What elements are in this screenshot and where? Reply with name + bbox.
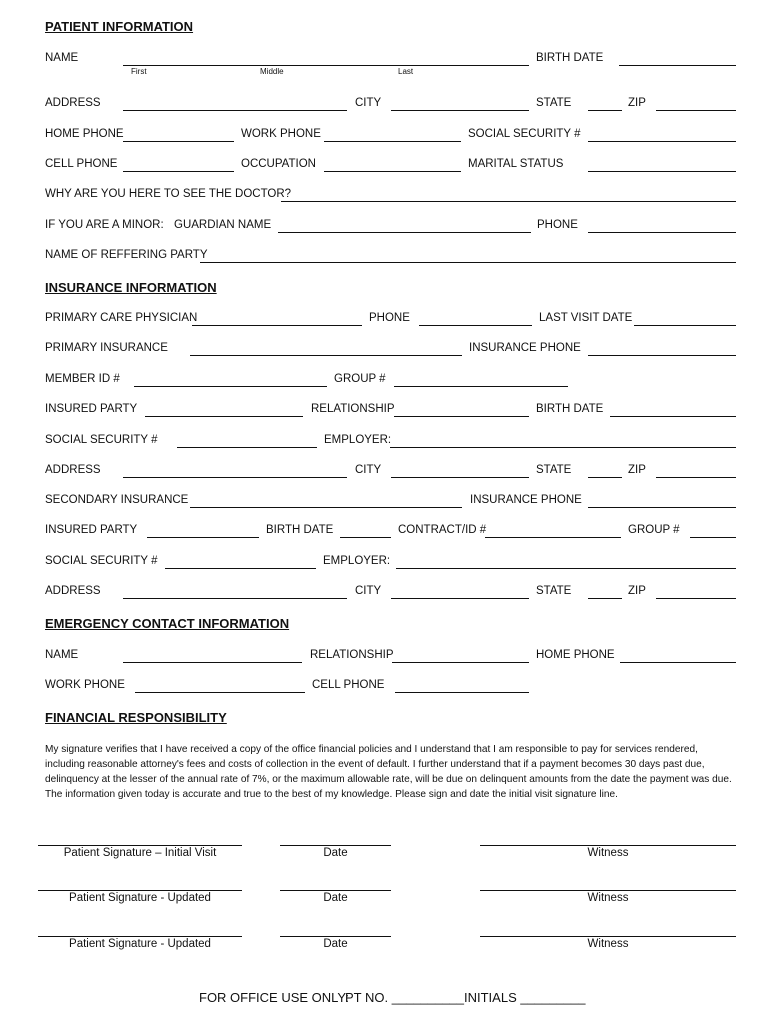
state-label: STATE <box>536 97 572 109</box>
sig-initial-date-line[interactable] <box>280 845 391 846</box>
patient-info-heading: PATIENT INFORMATION <box>45 19 194 34</box>
zip-label: ZIP <box>628 97 646 109</box>
sec-address-label: ADDRESS <box>45 585 101 597</box>
sig-updated-2-date-line[interactable] <box>280 936 391 937</box>
sig-updated-1-witness-label: Witness <box>587 892 629 904</box>
pcp-phone-field[interactable] <box>419 325 532 326</box>
ec-home-phone-field[interactable] <box>620 662 736 663</box>
ec-work-phone-field[interactable] <box>135 692 305 693</box>
middle-hint: Middle <box>260 67 284 76</box>
name-field[interactable] <box>123 65 529 66</box>
last-hint: Last <box>398 67 414 76</box>
guardian-name-field[interactable] <box>278 232 531 233</box>
ec-relationship-label: RELATIONSHIP <box>310 649 394 661</box>
ec-name-field[interactable] <box>123 662 302 663</box>
insured-birth-date-label: BIRTH DATE <box>536 403 604 415</box>
sig-updated-2-witness-label: Witness <box>587 938 629 950</box>
sec-ssn-field[interactable] <box>165 568 316 569</box>
sec-state-field[interactable] <box>588 598 622 599</box>
marital-status-field[interactable] <box>588 171 736 172</box>
sig-updated-2-label: Patient Signature - Updated <box>69 938 211 950</box>
secondary-insurance-label: SECONDARY INSURANCE <box>45 494 189 506</box>
group-label: GROUP # <box>334 373 386 385</box>
pcp-field[interactable] <box>192 325 362 326</box>
initials-field[interactable]: INITIALS _________ <box>464 990 586 1005</box>
group-field[interactable] <box>394 386 568 387</box>
sig-initial-label: Patient Signature – Initial Visit <box>63 847 217 859</box>
referring-party-label: NAME OF REFFERING PARTY <box>45 249 208 261</box>
sig-updated-1-line[interactable] <box>38 890 242 891</box>
home-phone-label: HOME PHONE <box>45 128 124 140</box>
sec-employer-field[interactable] <box>396 568 736 569</box>
work-phone-label: WORK PHONE <box>241 128 321 140</box>
primary-ins-phone-label: INSURANCE PHONE <box>469 342 581 354</box>
insured-ssn-field[interactable] <box>177 447 317 448</box>
member-id-label: MEMBER ID # <box>45 373 120 385</box>
financial-heading: FINANCIAL RESPONSIBILITY <box>45 710 227 725</box>
sig-initial-witness-line[interactable] <box>480 845 736 846</box>
ssn-label: SOCIAL SECURITY # <box>468 128 581 140</box>
sig-updated-2-witness-line[interactable] <box>480 936 736 937</box>
ssn-field[interactable] <box>588 141 736 142</box>
sig-initial-date-label: Date <box>323 847 348 859</box>
insured-party-field[interactable] <box>145 416 303 417</box>
guardian-name-label: GUARDIAN NAME <box>174 219 272 231</box>
cell-phone-label: CELL PHONE <box>45 158 118 170</box>
insured-party-label: INSURED PARTY <box>45 403 138 415</box>
marital-status-label: MARITAL STATUS <box>468 158 564 170</box>
sec-city-field[interactable] <box>391 598 529 599</box>
sec-zip-label: ZIP <box>628 585 646 597</box>
sec-address-field[interactable] <box>123 598 347 599</box>
work-phone-field[interactable] <box>324 141 461 142</box>
sec-group-field[interactable] <box>690 537 736 538</box>
sec-zip-field[interactable] <box>656 598 736 599</box>
sig-updated-1-label: Patient Signature - Updated <box>69 892 211 904</box>
first-hint: First <box>131 67 147 76</box>
pt-no-field[interactable]: PT NO. __________ <box>345 990 465 1005</box>
sec-insured-party-label: INSURED PARTY <box>45 524 138 536</box>
ins-state-label: STATE <box>536 464 572 476</box>
occupation-field[interactable] <box>324 171 461 172</box>
sig-updated-1-date-line[interactable] <box>280 890 391 891</box>
sig-updated-1-date-label: Date <box>323 892 348 904</box>
contract-id-label: CONTRACT/ID # <box>398 524 487 536</box>
ec-relationship-field[interactable] <box>392 662 529 663</box>
sec-insured-party-field[interactable] <box>147 537 259 538</box>
pcp-phone-label: PHONE <box>369 312 410 324</box>
secondary-ins-phone-field[interactable] <box>588 507 736 508</box>
last-visit-field[interactable] <box>634 325 736 326</box>
pcp-label: PRIMARY CARE PHYSICIAN <box>45 312 198 324</box>
ins-zip-label: ZIP <box>628 464 646 476</box>
office-use-label: FOR OFFICE USE ONLY: <box>199 990 350 1005</box>
ec-cell-phone-label: CELL PHONE <box>312 679 385 691</box>
sig-updated-1-witness-line[interactable] <box>480 890 736 891</box>
ec-home-phone-label: HOME PHONE <box>536 649 615 661</box>
city-label: CITY <box>355 97 382 109</box>
contract-id-field[interactable] <box>485 537 621 538</box>
address-label: ADDRESS <box>45 97 101 109</box>
secondary-insurance-field[interactable] <box>190 507 462 508</box>
birth-date-field[interactable] <box>619 65 736 66</box>
ins-state-field[interactable] <box>588 477 622 478</box>
ins-address-field[interactable] <box>123 477 347 478</box>
name-label: NAME <box>45 52 79 64</box>
cell-phone-field[interactable] <box>123 171 234 172</box>
ins-zip-field[interactable] <box>656 477 736 478</box>
ins-address-label: ADDRESS <box>45 464 101 476</box>
last-visit-label: LAST VISIT DATE <box>539 312 633 324</box>
state-field[interactable] <box>588 110 622 111</box>
sig-initial-witness-label: Witness <box>587 847 629 859</box>
insurance-info-heading: INSURANCE INFORMATION <box>45 280 217 295</box>
ec-name-label: NAME <box>45 649 79 661</box>
occupation-label: OCCUPATION <box>241 158 316 170</box>
relationship-field[interactable] <box>394 416 529 417</box>
sec-birth-date-label: BIRTH DATE <box>266 524 334 536</box>
relationship-label: RELATIONSHIP <box>311 403 395 415</box>
primary-insurance-label: PRIMARY INSURANCE <box>45 342 168 354</box>
ins-city-label: CITY <box>355 464 382 476</box>
financial-statement: My signature verifies that I have received a copy of the office financial policies and I understand that I am responsible to pay for services rendered, including reasonable attorney's fees and costs of collection in the event of default. I further understand that if a payment becomes 30 days past due, delinquency at the lesser of the annual rate of 7%, or the maximum allowable rate, will be due on delinquent amounts from the date the payment was due. The information given today is accurate and true to the best of my knowledge. Please sign and date the initial visit signature line. <box>45 744 732 800</box>
address-field[interactable] <box>123 110 347 111</box>
sec-birth-date-field[interactable] <box>340 537 391 538</box>
visit-reason-label: WHY ARE YOU HERE TO SEE THE DOCTOR? <box>45 188 292 200</box>
member-id-field[interactable] <box>134 386 327 387</box>
sec-employer-label: EMPLOYER: <box>323 555 391 567</box>
home-phone-field[interactable] <box>123 141 234 142</box>
primary-insurance-field[interactable] <box>190 355 462 356</box>
guardian-phone-label: PHONE <box>537 219 578 231</box>
employer-label: EMPLOYER: <box>324 434 392 446</box>
zip-field[interactable] <box>656 110 736 111</box>
visit-reason-field[interactable] <box>281 201 736 202</box>
city-field[interactable] <box>391 110 529 111</box>
ec-work-phone-label: WORK PHONE <box>45 679 125 691</box>
sec-city-label: CITY <box>355 585 382 597</box>
sec-group-label: GROUP # <box>628 524 680 536</box>
ins-city-field[interactable] <box>391 477 529 478</box>
minor-label: IF YOU ARE A MINOR: <box>45 219 164 231</box>
primary-ins-phone-field[interactable] <box>588 355 736 356</box>
emergency-contact-heading: EMERGENCY CONTACT INFORMATION <box>45 616 290 631</box>
guardian-phone-field[interactable] <box>588 232 736 233</box>
insured-ssn-label: SOCIAL SECURITY # <box>45 434 158 446</box>
secondary-ins-phone-label: INSURANCE PHONE <box>470 494 582 506</box>
sec-state-label: STATE <box>536 585 572 597</box>
sec-ssn-label: SOCIAL SECURITY # <box>45 555 158 567</box>
birth-date-label: BIRTH DATE <box>536 52 604 64</box>
referring-party-field[interactable] <box>200 262 736 263</box>
sig-updated-2-date-label: Date <box>323 938 348 950</box>
sig-updated-2-line[interactable] <box>38 936 242 937</box>
insured-birth-date-field[interactable] <box>610 416 736 417</box>
sig-initial-line[interactable] <box>38 845 242 846</box>
employer-field[interactable] <box>390 447 736 448</box>
ec-cell-phone-field[interactable] <box>395 692 529 693</box>
